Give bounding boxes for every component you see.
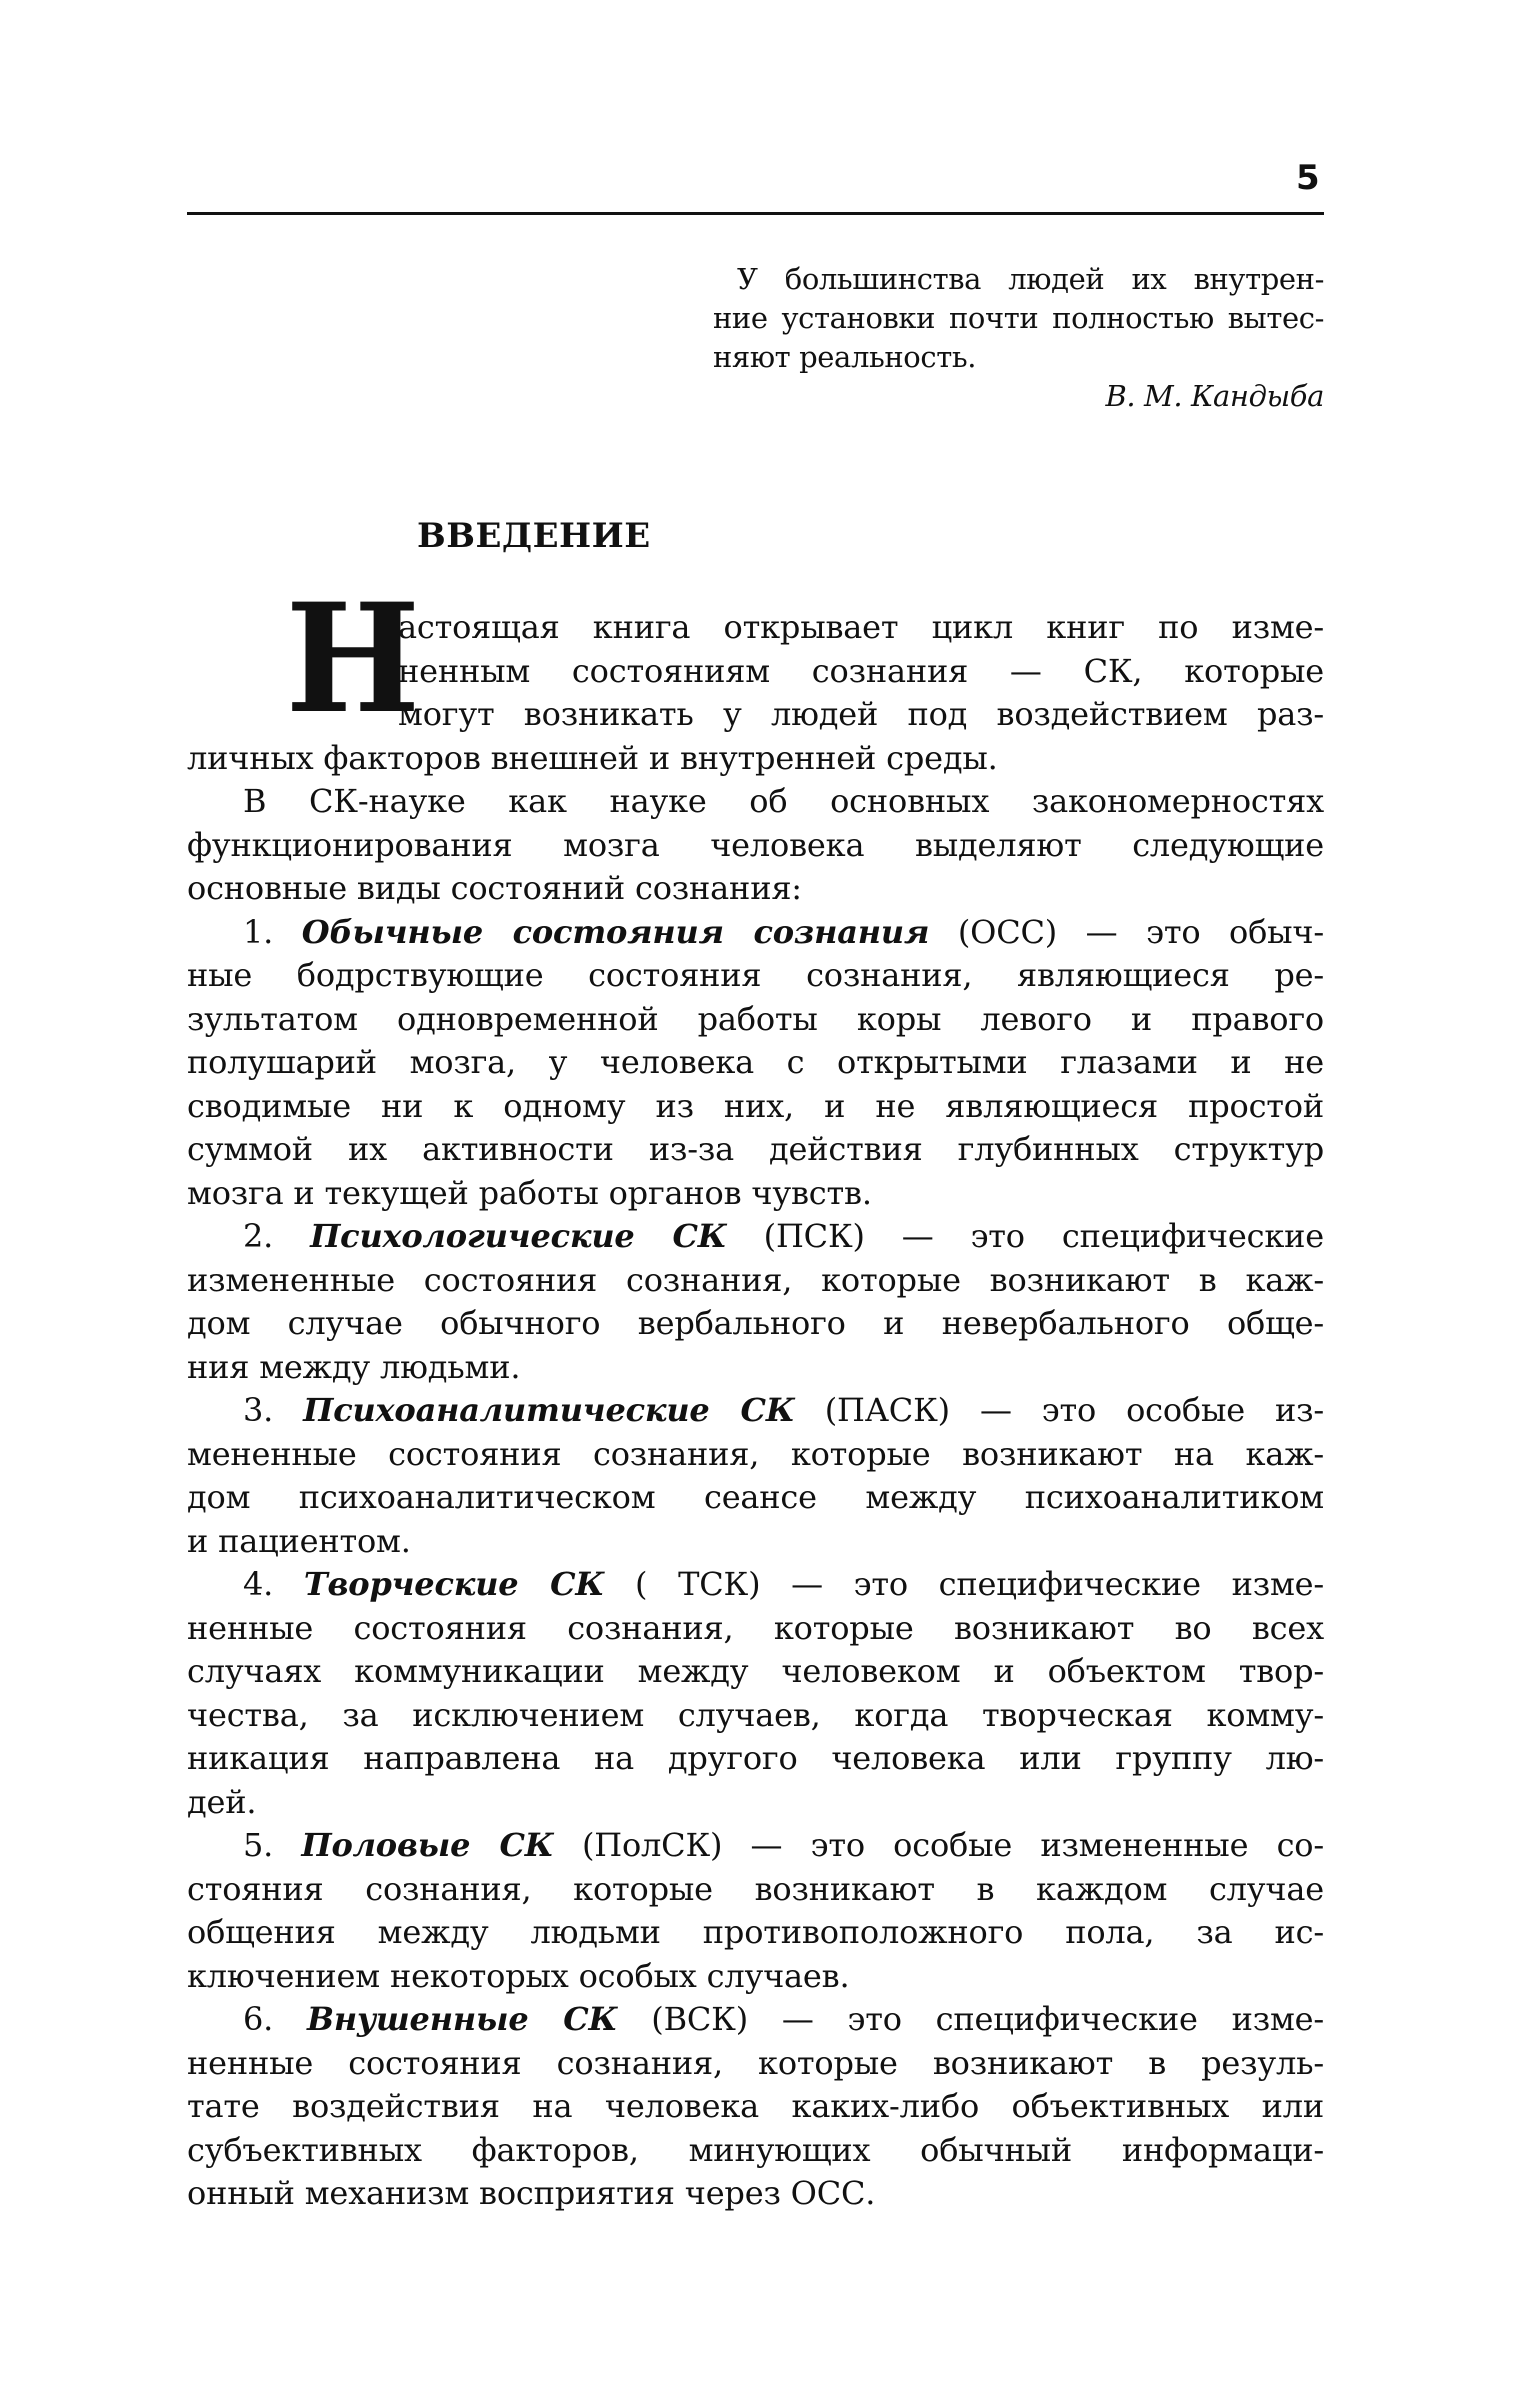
term: Половые СК (301, 1826, 554, 1864)
line-text: 2. (243, 1217, 311, 1255)
text-line (187, 1607, 1324, 1651)
line-text: тате воздействия на человека каких-либо объективных или (187, 2087, 1324, 2125)
line-text: (ОСС) — это обыч- (929, 912, 1324, 951)
line-text: случаях коммуникации между человеком и объектом твор- (187, 1652, 1324, 1690)
line-text: зультатом одновременной работы коры левого и правого (187, 999, 1324, 1038)
text-line (187, 2085, 1324, 2129)
line-text: ( ТСК) — это специфические изме- (604, 1565, 1324, 1603)
text-line (187, 2172, 1324, 2216)
line-text: ния между людьми. (187, 1347, 521, 1386)
term: Творческие СК (303, 1565, 605, 1603)
text-line (187, 911, 1324, 955)
text-line (187, 1259, 1324, 1303)
epigraph-author: В. М. Кандыба (1105, 379, 1324, 413)
text-line (187, 1868, 1324, 1912)
line-text: суммой их активности из-за действия глубинных структур (187, 1130, 1324, 1168)
line-text: (ВСК) — это специфические изме- (617, 2000, 1324, 2038)
paragraph (187, 606, 1324, 780)
line-text: 4. (243, 1565, 304, 1603)
body-text (187, 606, 1324, 2216)
text-line (187, 867, 1324, 911)
text-line (187, 606, 1324, 650)
text-line (187, 1302, 1324, 1346)
line-text: ные бодрствующие состояния сознания, являющиеся ре- (187, 956, 1324, 994)
drop-cap: Н (285, 571, 421, 747)
line-text: общения между людьми противоположного пола, за ис- (187, 1913, 1324, 1951)
line-text: ненным состояниям сознания — СК, которые (398, 651, 1324, 690)
line-text: 3. (243, 1391, 304, 1429)
text-line (187, 737, 1324, 781)
line-text: дей. (187, 1782, 257, 1821)
term: Психоаналитические СК (303, 1391, 795, 1429)
list-item (187, 1563, 1324, 1824)
chapter-heading: ВВЕДЕНИЕ (417, 516, 651, 556)
term: Внушенные СК (306, 2000, 618, 2038)
text-line (187, 1694, 1324, 1738)
text-line (187, 1824, 1324, 1868)
line-text: мененные состояния сознания, которые возникают на каж- (187, 1434, 1324, 1473)
line-text: 6. (243, 2000, 307, 2038)
list-item (187, 1215, 1324, 1389)
text-line (187, 780, 1324, 824)
text-line (187, 1433, 1324, 1477)
text-line (187, 1998, 1324, 2042)
text-line (187, 650, 1324, 694)
line-text: 5. (243, 1826, 302, 1864)
line-text: мозга и текущей работы органов чувств. (187, 1173, 872, 1212)
line-text: ненные состояния сознания, которые возникают во всех (187, 1608, 1324, 1647)
list-item (187, 911, 1324, 1216)
term: Психологические СК (310, 1217, 727, 1255)
line-text: дом случае обычного вербального и невербального обще- (187, 1304, 1324, 1342)
line-text: и пациентом. (187, 1521, 411, 1560)
text-line (187, 1215, 1324, 1259)
text-line (187, 1389, 1324, 1433)
line-text: (ПСК) — это специфические (726, 1217, 1324, 1255)
epigraph-line: ние установки почти полностью вытес- (713, 301, 1324, 335)
line-text: стояния сознания, которые возникают в каждом случае (187, 1869, 1324, 1908)
line-text: В СК-науке как науке об основных закономерностях (243, 782, 1324, 820)
text-line (187, 693, 1324, 737)
line-text: (ПАСК) — это особые из- (794, 1391, 1325, 1429)
term: Обычные состояния сознания (301, 912, 930, 951)
text-line (187, 1520, 1324, 1564)
line-text: функционирования мозга человека выделяют следующие (187, 825, 1324, 864)
line-text: ненные состояния сознания, которые возникают в резуль- (187, 2043, 1324, 2082)
line-text: (ПолСК) — это особые измененные со- (553, 1826, 1324, 1864)
text-line (187, 1911, 1324, 1955)
text-line (187, 2129, 1324, 2173)
line-text: личных факторов внешней и внутренней среды. (187, 738, 998, 777)
line-text: чества, за исключением случаев, когда творческая комму- (187, 1695, 1324, 1734)
paragraph (187, 780, 1324, 911)
text-line (187, 1085, 1324, 1129)
line-text: ключением некоторых особых случаев. (187, 1956, 850, 1995)
line-text: 1. (243, 912, 302, 951)
text-line (187, 954, 1324, 998)
text-line (187, 1172, 1324, 1216)
line-text: онный механизм восприятия через ОСС. (187, 2174, 876, 2212)
text-line (187, 1041, 1324, 1085)
line-text: дом психоаналитическом сеансе между психоаналитиком (187, 1478, 1324, 1516)
epigraph (713, 260, 1324, 416)
line-text: астоящая книга открывает цикл книг по изме- (398, 608, 1324, 646)
text-line (187, 1346, 1324, 1390)
line-text: основные виды состояний сознания: (187, 869, 802, 907)
text-line (187, 1128, 1324, 1172)
text-line (187, 1781, 1324, 1825)
line-text: субъективных факторов, минующих обычный информаци- (187, 2130, 1324, 2169)
line-text: сводимые ни к одному из них, и не являющиеся простой (187, 1086, 1324, 1125)
text-line (187, 998, 1324, 1042)
epigraph-line: няют реальность. (713, 340, 977, 374)
text-line (187, 824, 1324, 868)
text-line (187, 2042, 1324, 2086)
list-item (187, 1998, 1324, 2216)
line-text: могут возникать у людей под воздействием раз- (398, 695, 1324, 733)
text-line (187, 1476, 1324, 1520)
text-line (187, 1563, 1324, 1607)
list-item (187, 1389, 1324, 1563)
text-line (187, 1737, 1324, 1781)
line-text: измененные состояния сознания, которые возникают в каж- (187, 1260, 1324, 1299)
text-line (187, 1955, 1324, 1999)
page-number: 5 (1296, 158, 1320, 198)
text-line (187, 1650, 1324, 1694)
line-text: никация направлена на другого человека или группу лю- (187, 1739, 1324, 1777)
header-rule (187, 212, 1324, 215)
line-text: полушарий мозга, у человека с открытыми глазами и не (187, 1043, 1324, 1081)
list-item (187, 1824, 1324, 1998)
epigraph-line: У большинства людей их внутрен- (737, 262, 1324, 296)
